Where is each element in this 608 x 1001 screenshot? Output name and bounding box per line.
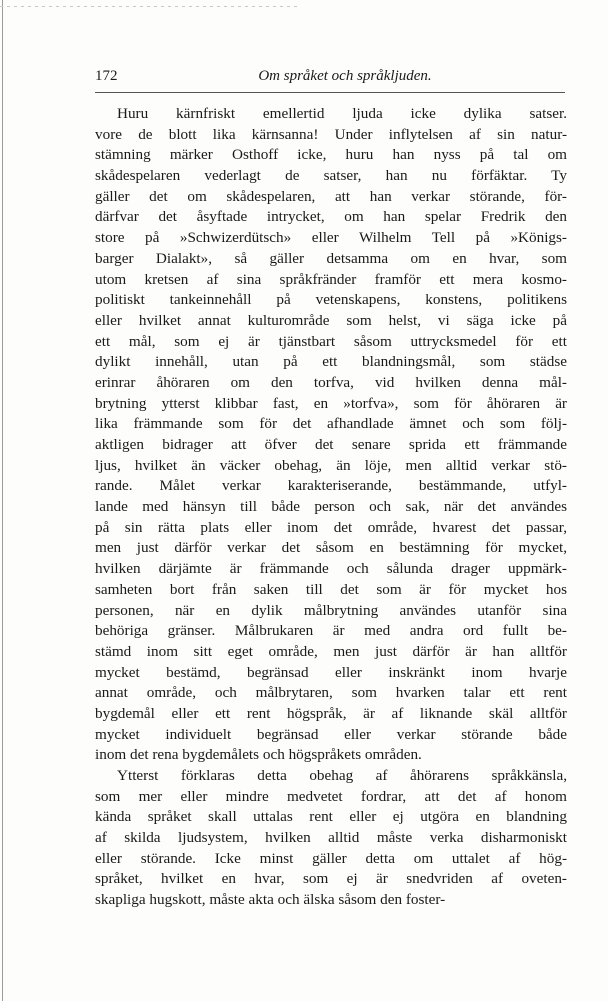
text-line: annat område, och målbrytaren, som hvarken talar ett rent	[95, 684, 567, 702]
text-line: mycket bestämd, begränsad eller inskränkt inom hvarje	[95, 663, 567, 681]
text-line: politiskt tankeinnehåll på vetenskapens, konstens, politikens	[95, 291, 567, 309]
text-line: store på »Schwizerdütsch» eller Wilhelm Tell på »Königs-	[95, 229, 567, 247]
text-line: skapliga hugskott, måste akta och älska såsom den foster-	[95, 891, 446, 909]
text-line: mycket individuelt begränsad eller verkar störande både	[95, 725, 567, 743]
running-title: Om språket och språkljuden.	[258, 68, 432, 84]
page-number: 172	[95, 68, 118, 84]
text-line: rande. Målet verkar karakteriserande, bestämmande, utfyl-	[95, 477, 567, 495]
text-line: lande med hänsyn till både person och sak, när det användes	[95, 498, 567, 516]
header-rule	[95, 92, 565, 93]
text-line: samheten bort från saken till det som är för mycket hos	[95, 580, 567, 598]
text-line: dylikt innehåll, utan på ett blandningsmål, som städse	[95, 353, 567, 371]
text-line: bygdemål eller ett rent högspråk, är af liknande skäl alltför	[95, 704, 567, 722]
text-line: barger Dialakt», så gäller detsamma om en hvar, som	[95, 249, 567, 267]
text-line: på sin rätta plats eller inom det område, hvarest det passar,	[95, 518, 567, 536]
text-line: lika främmande som för det afhandlade ämnet och som följ-	[95, 415, 567, 433]
text-line: brytning ytterst klibbar fast, en »torfva», som för åhöraren är	[95, 394, 567, 412]
text-line: eller hvilket annat kulturområde som helst, vi säga icke på	[95, 311, 567, 329]
text-line: gäller det om skådespelaren, att han verkar störande, för-	[95, 187, 567, 205]
text-line: erinrar åhöraren om den torfva, vid hvilken denna mål-	[95, 373, 567, 391]
text-line: kända språket skall uttalas rent eller ej utgöra en blandning	[95, 808, 567, 826]
text-line: ett mål, som ej är tjänstbart såsom uttrycksmedel för ett	[95, 332, 567, 350]
text-line: behöriga gränser. Målbrukaren är med andra ord fullt be-	[95, 622, 567, 640]
text-line: men just därför verkar det såsom en bestämning för mycket,	[95, 539, 567, 557]
text-line: Ytterst förklaras detta obehag af åhörarens språkkänsla,	[117, 767, 567, 784]
text-line: därfvar det åsyftade intrycket, om han spelar Fredrik den	[95, 208, 567, 226]
text-line: utom kretsen af sina språkfränder framför ett mera kosmo-	[95, 270, 567, 288]
text-line: som mer eller mindre medvetet fordrar, att det af honom	[95, 787, 567, 805]
scan-edge-top	[0, 6, 300, 7]
paragraph	[95, 766, 567, 911]
text-line: aktligen bidrager att öfver det senare sprida ett främmande	[95, 436, 567, 453]
text-line: hvilken därjämte är främmande och sålunda drager uppmärk-	[95, 560, 567, 578]
page-header	[95, 68, 565, 90]
text-line: stämning märker Osthoff icke, huru han nyss på tal om	[95, 146, 567, 164]
paragraph	[95, 104, 567, 766]
text-line: af skilda ljudsystem, hvilken alltid måste verka disharmoniskt	[95, 829, 567, 847]
text-line: språket, hvilket en hvar, som ej är snedvriden af oveten-	[95, 870, 567, 888]
scan-edge-left	[2, 0, 3, 1001]
text-line: vore de blott lika kärnsanna! Under inflytelsen af sin natur-	[95, 125, 567, 143]
text-line: eller störande. Icke minst gäller detta om uttalet af hög-	[95, 849, 567, 867]
text-line: stämd inom sitt eget område, men just därför är han alltför	[95, 642, 567, 660]
text-line: inom det rena bygdemålets och högspråkets områden.	[95, 746, 422, 764]
text-line: personen, när en dylik målbrytning användes utanför sina	[95, 601, 567, 619]
text-line: ljus, hvilket än väcker obehag, än löje, men alltid verkar stö-	[95, 456, 567, 474]
text-line: skådespelaren vederlagt de satser, han nu förfäktar. Ty	[95, 167, 567, 185]
text-line: Huru kärnfriskt emellertid ljuda icke dylika satser.	[117, 105, 567, 122]
body-text	[95, 104, 567, 911]
